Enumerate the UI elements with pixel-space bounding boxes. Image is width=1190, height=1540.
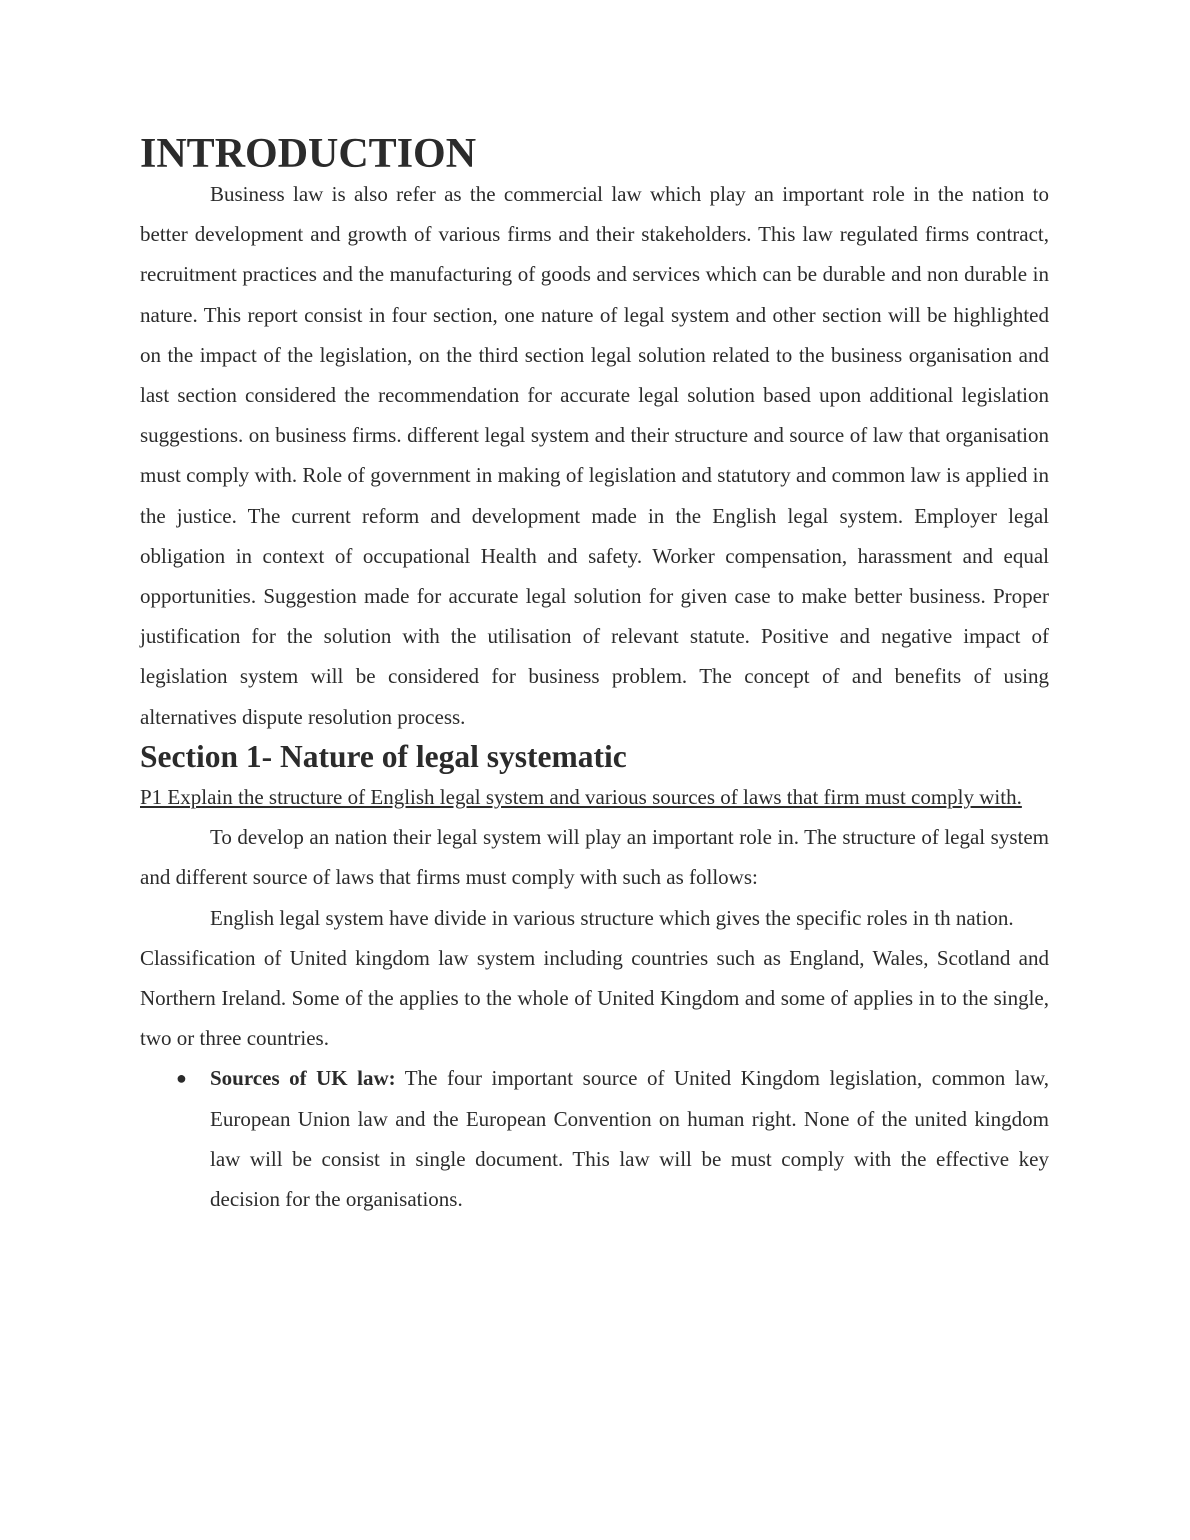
bullet-icon: ●: [176, 1068, 187, 1089]
bullet-title: Sources of UK law:: [210, 1066, 396, 1091]
intro-heading: INTRODUCTION: [140, 131, 477, 177]
document-page: [140, 131, 1049, 1219]
section1-paragraph-3: Classification of United kingdom law system including countries such as England, Wales, Scotland and Northern Ireland. Some of the applies to the whole of United Kingdom and some of applies in to the single, two or three countries.: [140, 945, 1049, 1051]
intro-paragraph: Business law is also refer as the commercial law which play an important role in the nation to better development and growth of various firms and their stakeholders. This law regulated firms contract, recruitment practices and the manufacturing of goods and services which can be durable and non durable in nature. This report consist in four section, one nature of legal system and other section will be highlighted on the impact of the legislation, on the third section legal solution related to the business organisation and last section considered the recommendation for accurate legal solution based upon additional legislation suggestions. on business firms. different legal system and their structure and source of law that organisation must comply with. Role of government in making of legislation and statutory and common law is applied in the justice. The current reform and development made in the English legal system. Employer legal obligation in context of occupational Health and safety. Worker compensation, harassment and equal opportunities. Suggestion made for accurate legal solution for given case to make better business. Proper justification for the solution with the utilisation of relevant statute. Positive and negative impact of legislation system will be considered for business problem. The concept of and benefits of using alternatives dispute resolution process.: [140, 182, 1049, 729]
list-item: [140, 1058, 1049, 1219]
p1-title: P1 Explain the structure of English legal system and various sources of laws that firm must comply with.: [140, 785, 1022, 810]
bullet-text: The four important source of United Kingdom legislation, common law, European Union law and the European Convention on human right. None of the united kingdom law will be consist in single document. This law will be must comply with the effective key decision for the organisations.: [210, 1066, 1049, 1212]
bullet-list: [140, 1058, 1049, 1219]
section1-paragraph-1: To develop an nation their legal system will play an important role in. The structure of legal system and different source of laws that firms must comply with such as follows:: [140, 825, 1049, 890]
section1-paragraph-2: English legal system have divide in various structure which gives the specific roles in th nation.: [210, 905, 1014, 930]
section1-heading: Section 1- Nature of legal systematic: [140, 738, 627, 774]
